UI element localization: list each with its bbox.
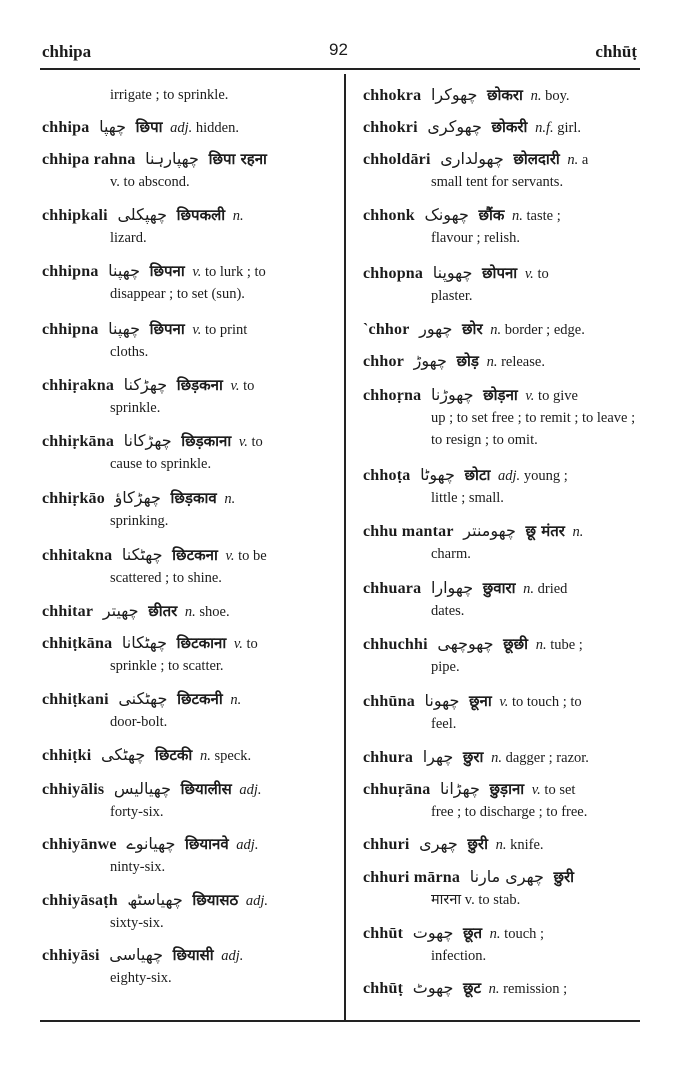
- headword: chhipna: [42, 321, 99, 338]
- part-of-speech: n.: [224, 491, 236, 507]
- urdu-word: چھڑکاؤ: [114, 488, 161, 507]
- part-of-speech: v.: [233, 636, 243, 652]
- headword: chhiṭki: [42, 747, 92, 764]
- headword: chhuri: [363, 836, 410, 853]
- hindi-word: छिपना: [149, 320, 185, 338]
- definition-continued: cloths.: [110, 344, 149, 360]
- definition-continued: मारना v. to stab.: [431, 892, 521, 908]
- headword: chhūt: [363, 925, 404, 942]
- part-of-speech: n.: [488, 981, 500, 997]
- part-of-speech: v.: [525, 388, 535, 404]
- hindi-word: छिपकली: [176, 206, 226, 224]
- definition: dagger ; razor.: [505, 750, 589, 766]
- definition: to: [537, 266, 549, 282]
- hindi-word: छोड़ना: [483, 386, 518, 404]
- dictionary-entry: [363, 318, 645, 341]
- dictionary-entry: [363, 977, 645, 1000]
- definition: shoe.: [199, 604, 230, 620]
- definition-continued: disappear ; to set (sun).: [110, 286, 245, 302]
- hindi-word: छुरी: [553, 868, 575, 886]
- definition-continued: lizard.: [110, 230, 147, 246]
- definition-continued: plaster.: [431, 288, 473, 304]
- definition-continued: sprinkle.: [110, 400, 161, 416]
- urdu-word: چھٹکانا: [121, 633, 168, 652]
- definition: to touch ; to: [512, 694, 582, 710]
- definition: to lurk ; to: [204, 264, 266, 280]
- definition-continued: up ; to set free ; to remit ; to leave ; to resign ; to omit.: [431, 410, 636, 448]
- headword: chhiyāsaṭh: [42, 892, 118, 909]
- definition-continued: door-bolt.: [110, 714, 168, 730]
- dictionary-entry: [363, 922, 645, 967]
- footer-rule: [40, 1020, 640, 1022]
- dictionary-entry: [42, 374, 332, 419]
- dictionary-entry: [363, 116, 645, 139]
- urdu-word: چھپنا: [108, 261, 140, 280]
- hindi-word: छिपा: [135, 118, 163, 136]
- definition: a: [581, 152, 589, 168]
- hindi-word: छुवारा: [482, 579, 516, 597]
- urdu-word: چھپا: [99, 117, 127, 136]
- part-of-speech: n.: [232, 208, 244, 224]
- hindi-word: छिड़काव: [170, 489, 217, 507]
- hindi-word: छू मंतर: [525, 522, 565, 540]
- dictionary-entry: [42, 778, 332, 823]
- dictionary-entry: [363, 633, 645, 678]
- definition: speck.: [214, 748, 252, 764]
- definition: release.: [501, 354, 545, 370]
- part-of-speech: v.: [225, 548, 235, 564]
- headword: chhiṭkani: [42, 691, 109, 708]
- headword: chhiṛkāna: [42, 433, 115, 450]
- part-of-speech: adj.: [498, 468, 521, 484]
- definition-continued: sprinkle ; to scatter.: [110, 658, 224, 674]
- definition: knife.: [510, 837, 544, 853]
- part-of-speech: n.: [230, 692, 242, 708]
- dictionary-entry: [363, 833, 645, 856]
- dictionary-entry: [363, 204, 645, 249]
- hindi-word: छिटकाना: [176, 634, 227, 652]
- dictionary-entry: [363, 520, 645, 565]
- definition: girl.: [557, 120, 581, 136]
- hindi-word: छियासठ: [192, 891, 239, 909]
- urdu-word: چھڑکنا: [123, 375, 168, 394]
- hindi-word: छोलदारी: [513, 150, 560, 168]
- part-of-speech: n.: [530, 88, 542, 104]
- headword: chhūna: [363, 693, 415, 710]
- definition: to: [251, 434, 263, 450]
- definition-continued: v. to abscond.: [110, 174, 190, 190]
- urdu-word: چھپارہنا: [145, 149, 199, 168]
- headword: chhor: [363, 353, 404, 370]
- definition: remission ;: [503, 981, 568, 997]
- urdu-word: چھوپنا: [432, 263, 473, 282]
- definition-continued: ninty-six.: [110, 859, 166, 875]
- definition-continued: free ; to discharge ; to free.: [431, 804, 588, 820]
- urdu-word: چھوچھی: [437, 634, 494, 653]
- dictionary-entry: [363, 746, 645, 769]
- dictionary-entry: [42, 84, 332, 106]
- definition-continued: forty-six.: [110, 804, 164, 820]
- urdu-word: چھیتر: [102, 601, 139, 620]
- urdu-word: چھیانوے: [126, 834, 176, 853]
- definition: to print: [204, 322, 248, 338]
- part-of-speech: adj.: [170, 120, 193, 136]
- headword: chhitakna: [42, 547, 113, 564]
- headword: chhuri mārna: [363, 869, 461, 886]
- part-of-speech: n.: [495, 837, 507, 853]
- headword: chhu mantar: [363, 523, 454, 540]
- headword: chhitar: [42, 603, 94, 620]
- dictionary-entry: [363, 262, 645, 307]
- hindi-word: छूट: [462, 979, 482, 997]
- urdu-word: چھوکرا: [430, 85, 478, 104]
- headword: chhipkali: [42, 207, 108, 224]
- hindi-word: छुड़ाना: [489, 780, 525, 798]
- urdu-word: چھونا: [424, 691, 460, 710]
- hindi-word: छियालीस: [180, 780, 232, 798]
- urdu-word: چھیاسی: [109, 945, 163, 964]
- urdu-word: چھیالیس: [113, 779, 171, 798]
- definition: border ; edge.: [504, 322, 585, 338]
- part-of-speech: n.: [199, 748, 211, 764]
- dictionary-entry: [363, 866, 645, 911]
- urdu-word: چھپنا: [108, 319, 140, 338]
- urdu-word: چھولداری: [440, 149, 504, 168]
- dictionary-entry: [42, 260, 332, 305]
- urdu-word: چھومنتر: [463, 521, 516, 540]
- hindi-word: छोपना: [482, 264, 518, 282]
- dictionary-entry: [42, 688, 332, 733]
- hindi-word: छिड़काना: [181, 432, 232, 450]
- definition: young ;: [523, 468, 568, 484]
- part-of-speech: n.: [572, 524, 584, 540]
- headword: chhiyālis: [42, 781, 105, 798]
- definition-continued: charm.: [431, 546, 471, 562]
- headword: chhiṭkāna: [42, 635, 113, 652]
- headword: chhipna: [42, 263, 99, 280]
- headword: chhūṭ: [363, 980, 404, 997]
- urdu-word: چھوارا: [430, 578, 474, 597]
- dictionary-entry: [42, 148, 332, 193]
- urdu-word: چھٹکنا: [121, 545, 163, 564]
- part-of-speech: n.: [486, 354, 498, 370]
- urdu-word: چھوکری: [427, 117, 482, 136]
- urdu-word: چھور: [419, 319, 453, 338]
- definition-continued: eighty-six.: [110, 970, 172, 986]
- hindi-word: छोकरा: [486, 86, 523, 104]
- headword: chhoṭa: [363, 467, 411, 484]
- hindi-word: छिपा रहना: [208, 150, 267, 168]
- definition-continued: pipe.: [431, 659, 460, 675]
- dictionary-entry: [42, 430, 332, 475]
- dictionary-entry: [363, 577, 645, 622]
- definition: touch ;: [504, 926, 545, 942]
- dictionary-entry: [363, 84, 645, 107]
- urdu-word: چھٹکی: [101, 745, 146, 764]
- hindi-word: छिड़कना: [176, 376, 223, 394]
- part-of-speech: v.: [499, 694, 509, 710]
- hindi-word: छिटकनी: [177, 690, 223, 708]
- definition-continued: sixty-six.: [110, 915, 164, 931]
- definition: dried: [537, 581, 568, 597]
- hindi-word: छीतर: [148, 602, 178, 620]
- part-of-speech: v.: [524, 266, 534, 282]
- part-of-speech: n.: [567, 152, 579, 168]
- headword: chhopna: [363, 265, 424, 282]
- column-divider: [344, 74, 346, 1020]
- part-of-speech: adj.: [236, 837, 259, 853]
- headword: chhuara: [363, 580, 422, 597]
- headword: chholdāri: [363, 151, 431, 168]
- definition: to: [243, 378, 255, 394]
- urdu-word: چھوڑنا: [430, 385, 474, 404]
- definition-continued: feel.: [431, 716, 457, 732]
- dictionary-entry: [42, 487, 332, 532]
- dictionary-entry: [42, 116, 332, 139]
- part-of-speech: n.: [535, 637, 547, 653]
- urdu-word: چھیاسٹھ: [127, 890, 183, 909]
- definition: to be: [238, 548, 267, 564]
- dictionary-entry: [42, 318, 332, 363]
- hindi-word: छियासी: [172, 946, 214, 964]
- hindi-word: छूना: [469, 692, 492, 710]
- definition: tube ;: [550, 637, 583, 653]
- dictionary-entry: [42, 600, 332, 623]
- running-head-left: chhipa: [42, 42, 92, 61]
- part-of-speech: v.: [230, 378, 240, 394]
- part-of-speech: v.: [192, 264, 202, 280]
- part-of-speech: v.: [238, 434, 248, 450]
- headword: chhiyānwe: [42, 836, 117, 853]
- urdu-word: چھونک: [424, 205, 469, 224]
- urdu-word: چھٹکنی: [118, 689, 168, 708]
- headword: `chhor: [363, 321, 410, 338]
- urdu-word: چھوٹا: [420, 465, 455, 484]
- dictionary-entry: [42, 744, 332, 767]
- definition: to set: [544, 782, 576, 798]
- headword: chhiṛkāo: [42, 490, 105, 507]
- hindi-word: छिटकना: [172, 546, 218, 564]
- part-of-speech: n.: [523, 581, 534, 597]
- dictionary-entry: [42, 544, 332, 589]
- dictionary-entry: [363, 384, 645, 451]
- page-number: 92: [329, 40, 348, 59]
- part-of-speech: adj.: [239, 782, 262, 798]
- headword: chhuchhi: [363, 636, 428, 653]
- definition: to: [246, 636, 258, 652]
- headword: chhokra: [363, 87, 422, 104]
- part-of-speech: adj.: [245, 893, 268, 909]
- dictionary-entry: [363, 148, 645, 193]
- headword: chhiyāsi: [42, 947, 100, 964]
- hindi-word: छिपना: [149, 262, 185, 280]
- hindi-word: छोकरी: [491, 118, 528, 136]
- part-of-speech: v.: [192, 322, 202, 338]
- definition: hidden.: [195, 120, 239, 136]
- urdu-word: چھوت: [412, 923, 454, 942]
- hindi-word: छुरी: [467, 835, 488, 853]
- definition-continued: small tent for servants.: [431, 174, 564, 190]
- definition: to give: [538, 388, 578, 404]
- part-of-speech: n.f.: [535, 120, 554, 136]
- hindi-word: छिटकी: [154, 746, 193, 764]
- part-of-speech: n.: [490, 322, 502, 338]
- part-of-speech: n.: [489, 926, 501, 942]
- headword: chhura: [363, 749, 414, 766]
- urdu-word: چھری: [419, 834, 458, 853]
- urdu-word: چھڑانا: [440, 779, 480, 798]
- hindi-word: छौंक: [478, 206, 505, 224]
- part-of-speech: n.: [184, 604, 196, 620]
- definition-continued: scattered ; to shine.: [110, 570, 222, 586]
- dictionary-entry: [363, 350, 645, 373]
- dictionary-entry: [363, 778, 645, 823]
- definition-continued: little ; small.: [431, 490, 504, 506]
- urdu-word: چھڑکانا: [123, 431, 172, 450]
- dictionary-entry: [363, 690, 645, 735]
- dictionary-entry: [42, 204, 332, 249]
- hindi-word: छूत: [462, 924, 483, 942]
- headword: chhipa rahna: [42, 151, 136, 168]
- dictionary-entry: [363, 464, 645, 509]
- hindi-word: छोर: [462, 320, 483, 338]
- definition-continued: infection.: [431, 948, 487, 964]
- hindi-word: छियानवे: [185, 835, 229, 853]
- header-rule: [40, 68, 640, 70]
- headword: chhipa: [42, 119, 90, 136]
- definition-continued: irrigate ; to sprinkle.: [110, 87, 229, 103]
- urdu-word: چھرا: [422, 747, 454, 766]
- urdu-word: چھوٹ: [412, 978, 454, 997]
- dictionary-entry: [42, 833, 332, 878]
- running-head-right: chhūṭ: [595, 42, 637, 61]
- headword: chhokri: [363, 119, 418, 136]
- hindi-word: छोटा: [464, 466, 491, 484]
- dictionary-entry: [42, 944, 332, 989]
- hindi-word: छूछी: [503, 635, 529, 653]
- part-of-speech: adj.: [221, 948, 244, 964]
- hindi-word: छुरा: [462, 748, 484, 766]
- headword: chhiṛakna: [42, 377, 115, 394]
- part-of-speech: n.: [512, 208, 523, 224]
- headword: chhoṛna: [363, 387, 422, 404]
- definition-continued: dates.: [431, 603, 465, 619]
- part-of-speech: v.: [531, 782, 541, 798]
- hindi-word: छोड़: [456, 352, 479, 370]
- definition-continued: flavour ; relish.: [431, 230, 520, 246]
- dictionary-entry: [42, 889, 332, 934]
- urdu-word: چھری مارنا: [469, 867, 544, 886]
- part-of-speech: n.: [491, 750, 502, 766]
- headword: chhuṛāna: [363, 781, 431, 798]
- definition-continued: cause to sprinkle.: [110, 456, 212, 472]
- urdu-word: چھپکلی: [117, 205, 168, 224]
- definition: boy.: [545, 88, 570, 104]
- dictionary-entry: [42, 632, 332, 677]
- urdu-word: چھوڑ: [413, 351, 447, 370]
- headword: chhonk: [363, 207, 415, 224]
- definition-continued: sprinking.: [110, 513, 169, 529]
- definition: taste ;: [526, 208, 561, 224]
